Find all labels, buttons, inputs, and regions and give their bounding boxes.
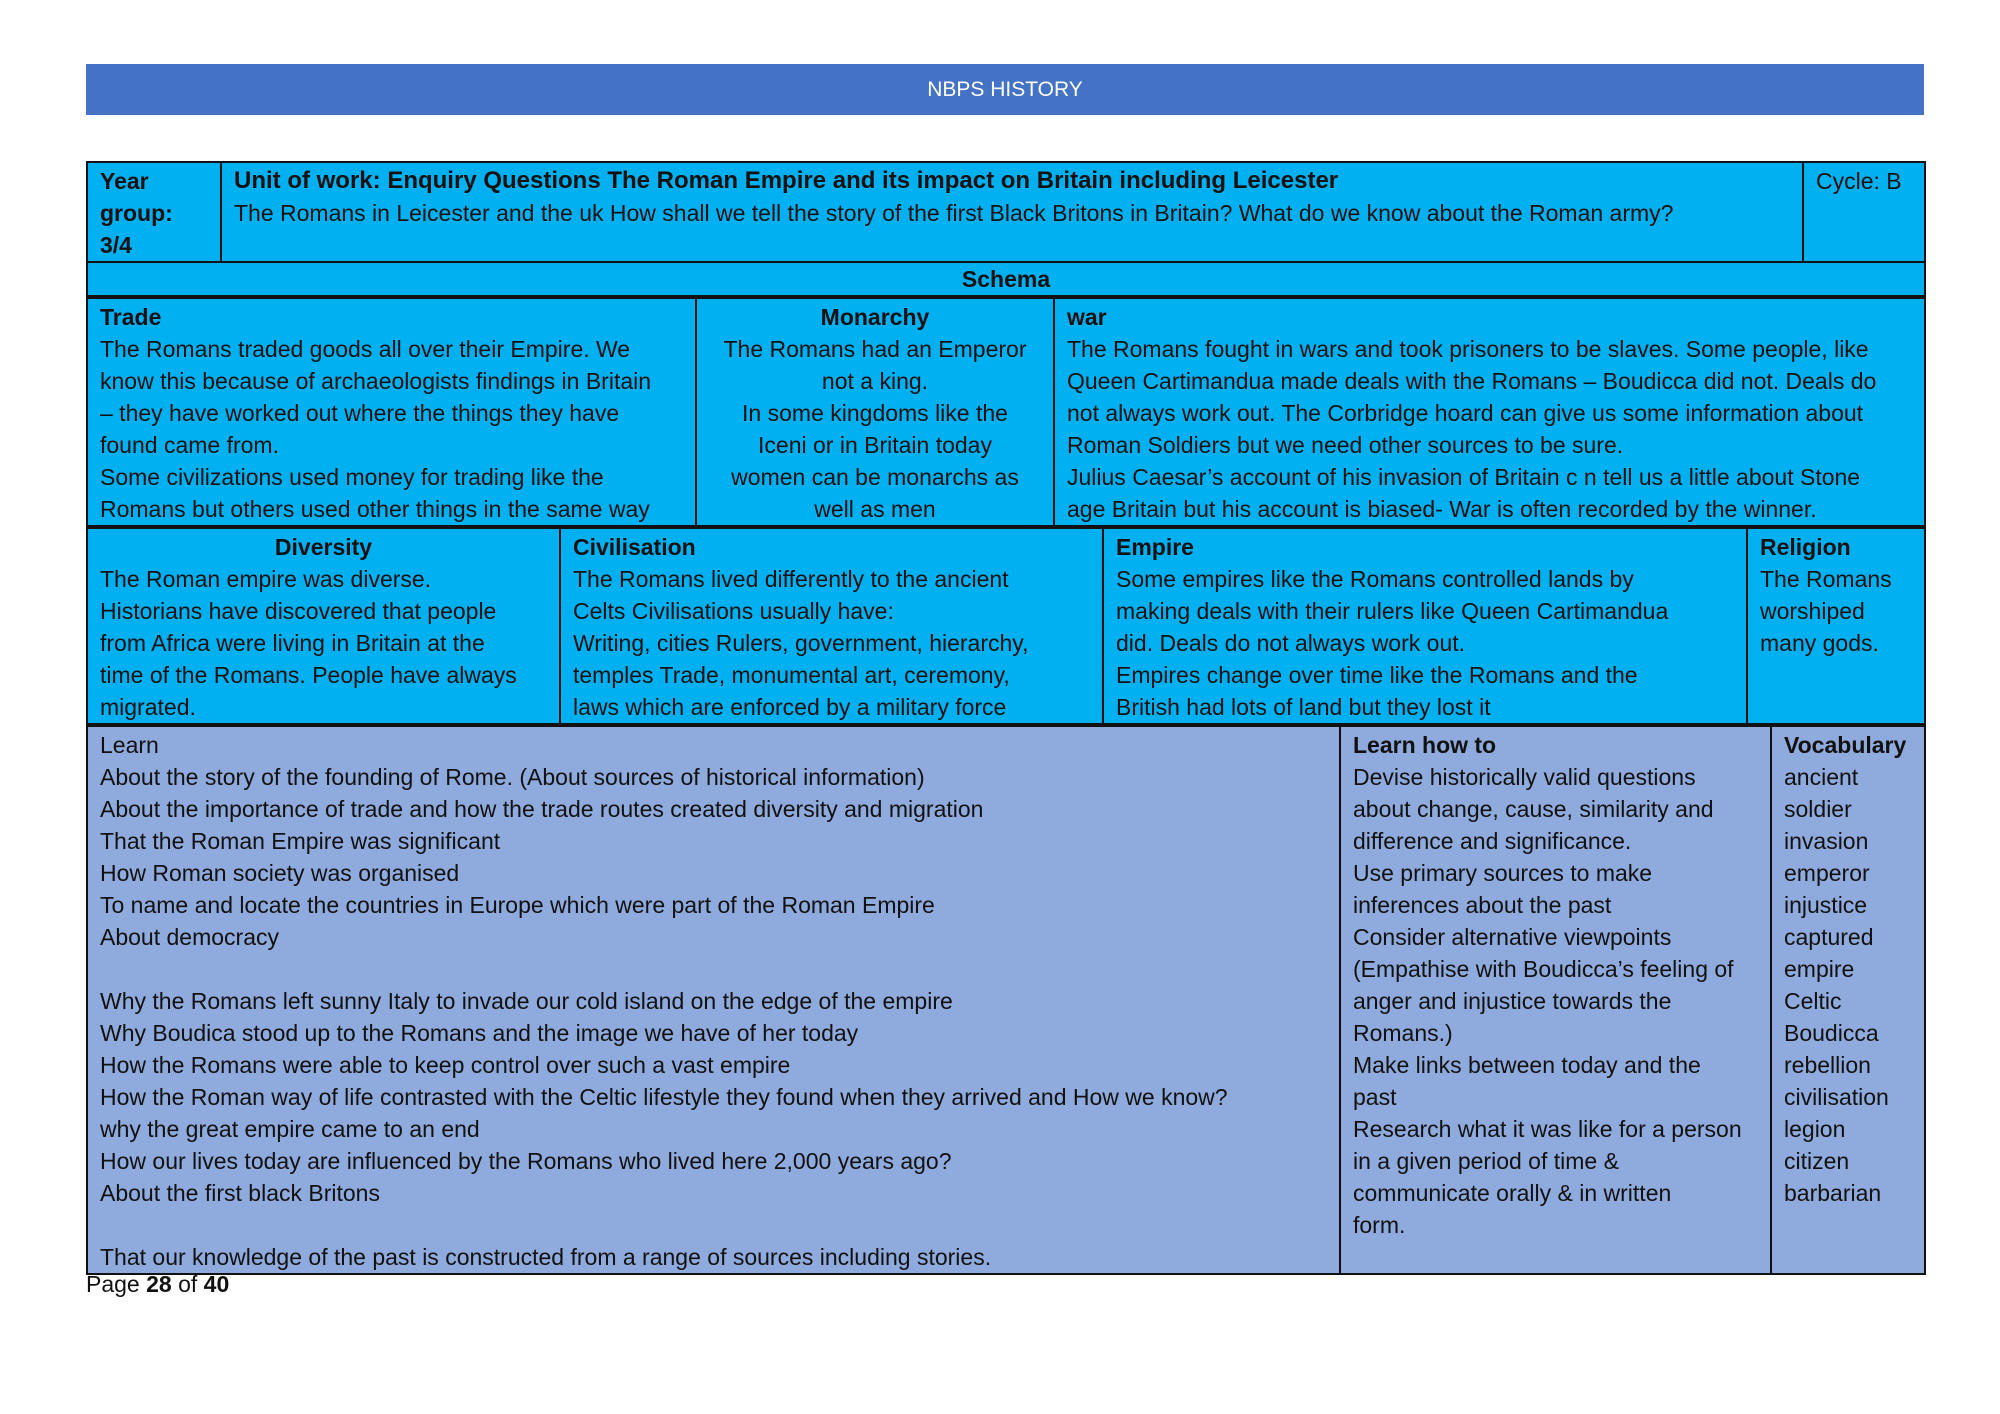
- vocabulary-word: soldier: [1784, 796, 1852, 822]
- trade-line: Some civilizations used money for trading like the: [100, 464, 604, 490]
- learn-how-line: anger and injustice towards the: [1353, 988, 1672, 1014]
- trade-line: The Romans traded goods all over their Empire. We: [100, 336, 631, 362]
- learn-how-line: Research what it was like for a person: [1353, 1116, 1742, 1142]
- learn-line: About the story of the founding of Rome. (About sources of historical information): [100, 764, 925, 790]
- vocabulary-word: invasion: [1784, 828, 1869, 854]
- trade-cell: [87, 298, 696, 526]
- learn-spacer: [100, 1209, 1327, 1241]
- religion-line: many gods.: [1760, 630, 1879, 656]
- learn-line: To name and locate the countries in Europe which were part of the Roman Empire: [100, 892, 935, 918]
- unit-of-work: [221, 162, 1803, 262]
- diversity-cell: [87, 528, 560, 724]
- learn-line: How the Roman way of life contrasted with the Celtic lifestyle they found when they arrived and How we know?: [100, 1084, 1228, 1110]
- learn-how-line: Make links between today and the: [1353, 1052, 1701, 1078]
- religion-cell: [1747, 528, 1925, 724]
- civilisation-line: Writing, cities Rulers, government, hierarchy,: [573, 630, 1029, 656]
- schema-row-2: [86, 527, 1926, 725]
- enquiry-questions: The Romans in Leicester and the uk How shall we tell the story of the first Black Britons in Britain? What do we know about the Roman army?: [234, 200, 1674, 226]
- diversity-line: from Africa were living in Britain at the: [100, 630, 485, 656]
- learn-how-line: inferences about the past: [1353, 892, 1612, 918]
- monarchy-cell: [696, 298, 1054, 526]
- learn-how-line: past: [1353, 1084, 1397, 1110]
- learn-line: That our knowledge of the past is constructed from a range of sources including stories.: [100, 1244, 992, 1270]
- vocabulary-word: barbarian: [1784, 1180, 1882, 1206]
- monarchy-line: women can be monarchs as: [731, 464, 1019, 490]
- learn-line: That the Roman Empire was significant: [100, 828, 501, 854]
- vocabulary-word: ancient: [1784, 764, 1859, 790]
- empire-line: did. Deals do not always work out.: [1116, 630, 1466, 656]
- curriculum-document: [86, 161, 1924, 1275]
- learn-line: Why Boudica stood up to the Romans and the image we have of her today: [100, 1020, 859, 1046]
- learning-table: [86, 725, 1926, 1275]
- learn-title: Learn: [100, 732, 159, 758]
- learn-how-line: in a given period of time &: [1353, 1148, 1619, 1174]
- war-line: age Britain but his account is biased- War is often recorded by the winner.: [1067, 496, 1817, 522]
- learn-how-line: about change, cause, similarity and: [1353, 796, 1714, 822]
- vocabulary-title: Vocabulary: [1784, 732, 1907, 758]
- cycle: Cycle: B: [1803, 162, 1925, 262]
- civilisation-title: Civilisation: [573, 534, 696, 560]
- vocabulary-word: Boudicca: [1784, 1020, 1879, 1046]
- learn-how-line: form.: [1353, 1212, 1406, 1238]
- vocabulary-word: rebellion: [1784, 1052, 1871, 1078]
- empire-line: Empires change over time like the Romans and the: [1116, 662, 1638, 688]
- learn-how-line: Romans.): [1353, 1020, 1453, 1046]
- learn-how-line: difference and significance.: [1353, 828, 1632, 854]
- civilisation-line: Celts Civilisations usually have:: [573, 598, 894, 624]
- trade-line: found came from.: [100, 432, 279, 458]
- vocabulary-word: captured: [1784, 924, 1874, 950]
- unit-title: Unit of work: Enquiry Questions The Roman Empire and its impact on Britain including Leicester: [234, 167, 1339, 194]
- schema-heading: Schema: [87, 262, 1925, 296]
- header-banner: [86, 64, 1924, 115]
- learn-spacer: [100, 953, 1327, 985]
- learn-how-line: Devise historically valid questions: [1353, 764, 1696, 790]
- schema-row-1: [86, 297, 1926, 527]
- learn-cell: [87, 726, 1340, 1274]
- learn-how-line: (Empathise with Boudicca’s feeling of: [1353, 956, 1734, 982]
- monarchy-line: In some kingdoms like the: [742, 400, 1008, 426]
- empire-cell: [1103, 528, 1747, 724]
- civilisation-line: The Romans lived differently to the ancient: [573, 566, 1009, 592]
- empire-title: Empire: [1116, 534, 1194, 560]
- page-number: 28: [146, 1271, 172, 1297]
- vocabulary-cell: [1771, 726, 1925, 1274]
- learn-how-cell: [1340, 726, 1771, 1274]
- learn-line: How our lives today are influenced by the Romans who lived here 2,000 years ago?: [100, 1148, 952, 1174]
- diversity-line: migrated.: [100, 694, 196, 720]
- unit-header-table: [86, 161, 1926, 297]
- learn-how-line: communicate orally & in written: [1353, 1180, 1672, 1206]
- vocabulary-word: emperor: [1784, 860, 1870, 886]
- learn-line: why the great empire came to an end: [100, 1116, 480, 1142]
- empire-line: Some empires like the Romans controlled lands by: [1116, 566, 1634, 592]
- learn-line: About the importance of trade and how the trade routes created diversity and migration: [100, 796, 984, 822]
- year-group: Year group: 3/4: [87, 162, 221, 262]
- learn-line: How the Romans were able to keep control over such a vast empire: [100, 1052, 791, 1078]
- vocabulary-word: empire: [1784, 956, 1855, 982]
- trade-line: Romans but others used other things in the same way: [100, 496, 650, 522]
- trade-title: Trade: [100, 304, 162, 330]
- war-cell: [1054, 298, 1925, 526]
- learn-how-title: Learn how to: [1353, 732, 1497, 758]
- religion-line: The Romans: [1760, 566, 1892, 592]
- learn-how-line: Use primary sources to make: [1353, 860, 1653, 886]
- empire-line: making deals with their rulers like Queen Cartimandua: [1116, 598, 1669, 624]
- vocabulary-word: citizen: [1784, 1148, 1850, 1174]
- war-title: war: [1067, 304, 1107, 330]
- learn-line: How Roman society was organised: [100, 860, 460, 886]
- diversity-line: time of the Romans. People have always: [100, 662, 517, 688]
- civilisation-line: temples Trade, monumental art, ceremony,: [573, 662, 1010, 688]
- monarchy-title: Monarchy: [820, 304, 930, 330]
- page-footer: [86, 1271, 229, 1298]
- monarchy-line: well as men: [814, 496, 936, 522]
- monarchy-line: not a king.: [821, 368, 929, 394]
- trade-line: know this because of archaeologists findings in Britain: [100, 368, 652, 394]
- war-line: The Romans fought in wars and took prisoners to be slaves. Some people, like: [1067, 336, 1869, 362]
- page-word: Page: [86, 1271, 140, 1297]
- religion-line: worshiped: [1760, 598, 1865, 624]
- diversity-line: Historians have discovered that people: [100, 598, 497, 624]
- page-total: 40: [203, 1271, 230, 1297]
- civilisation-line: laws which are enforced by a military force: [573, 694, 1007, 720]
- vocabulary-word: Celtic: [1784, 988, 1842, 1014]
- vocabulary-word: civilisation: [1784, 1084, 1889, 1110]
- diversity-title: Diversity: [274, 534, 373, 560]
- monarchy-line: The Romans had an Emperor: [723, 336, 1027, 362]
- vocabulary-word: injustice: [1784, 892, 1868, 918]
- header-title: NBPS HISTORY: [927, 77, 1083, 101]
- vocabulary-word: legion: [1784, 1116, 1846, 1142]
- learn-line: About democracy: [100, 924, 279, 950]
- civilisation-cell: [560, 528, 1103, 724]
- war-line: Julius Caesar’s account of his invasion of Britain c n tell us a little about Stone: [1067, 464, 1861, 490]
- war-line: Roman Soldiers but we need other sources to be sure.: [1067, 432, 1624, 458]
- religion-title: Religion: [1760, 534, 1851, 560]
- trade-line: – they have worked out where the things they have: [100, 400, 620, 426]
- learn-line: About the first black Britons: [100, 1180, 380, 1206]
- war-line: not always work out. The Corbridge hoard can give us some information about: [1067, 400, 1864, 426]
- empire-line: British had lots of land but they lost it: [1116, 694, 1491, 720]
- learn-how-line: Consider alternative viewpoints: [1353, 924, 1672, 950]
- of-word: of: [178, 1271, 198, 1297]
- war-line: Queen Cartimandua made deals with the Romans – Boudicca did not. Deals do: [1067, 368, 1877, 394]
- monarchy-line: Iceni or in Britain today: [758, 432, 992, 458]
- learn-line: Why the Romans left sunny Italy to invade our cold island on the edge of the empire: [100, 988, 953, 1014]
- diversity-line: The Roman empire was diverse.: [100, 566, 432, 592]
